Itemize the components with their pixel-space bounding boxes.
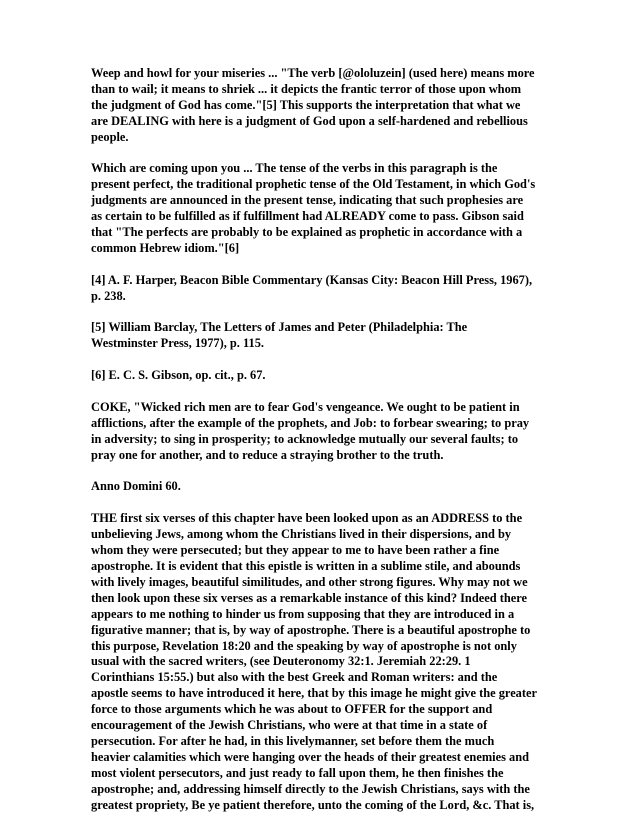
text-line: in adversity; to sing in prosperity; to acknowledge mutually our several faults; to — [91, 431, 519, 446]
text-line: present perfect, the traditional prophetic tense of the Old Testament, in which God's — [91, 177, 536, 192]
paragraph-which-are-coming — [91, 161, 551, 256]
text-line: greatest propriety, Be ye patient therefore, unto the coming of the Lord, &c. That is, — [91, 797, 535, 812]
text-line: this purpose, Revelation 18:20 and the speaking by way of apostrophe is not only — [91, 638, 517, 653]
text-line: common Hebrew idiom."[6] — [91, 240, 240, 255]
document-page — [91, 66, 551, 813]
text-line: judgments are announced in the present tense, indicating that such prophesies are — [91, 193, 524, 208]
text-line: whom they were persecuted; but they appear to me to have been rather a fine — [91, 543, 500, 558]
text-line: as certain to be fulfilled as if fulfillment had ALREADY come to pass. Gibson said — [91, 209, 524, 224]
text-line: THE first six verses of this chapter have been looked upon as an ADDRESS to the — [91, 511, 523, 526]
text-line: pray one for another, and to reduce a straying brother to the truth. — [91, 447, 444, 462]
text-line: apostrophe. It is evident that this epistle is written in a sublime stile, and abounds — [91, 558, 521, 573]
text-line: heavier calamities which were hanging over the heads of their greatest enemies and — [91, 749, 529, 764]
paragraph-anno-domini — [91, 479, 551, 495]
paragraph-weep-and-howl — [91, 66, 551, 146]
text-line: persecution. For after he had, in this livelymanner, set before them the much — [91, 733, 495, 748]
text-line: COKE, "Wicked rich men are to fear God's vengeance. We ought to be patient in — [91, 399, 520, 414]
text-line: Weep and howl for your miseries ... "The verb [@ololuzein] (used here) means more — [91, 66, 535, 80]
text-line: then look upon these six verses as a remarkable instance of this kind? Indeed there — [91, 590, 527, 605]
footnote-6 — [91, 368, 551, 384]
text-line: [5] William Barclay, The Letters of James and Peter (Philadelphia: The — [91, 320, 468, 335]
text-line: Which are coming upon you ... The tense of the verbs in this paragraph is the — [91, 161, 498, 176]
text-line: usual with the sacred writers, (see Deuteronomy 32:1. Jeremiah 22:29. 1 — [91, 654, 471, 669]
text-line: force to those arguments which he was about to OFFER for the support and — [91, 702, 493, 717]
text-line: apostrophe; and, addressing himself directly to the Jewish Christians, says with the — [91, 781, 530, 796]
text-line: unbelieving Jews, among whom the Christians lived in their dispersions, and by — [91, 527, 512, 542]
text-line: Corinthians 15:55.) but also with the best Greek and Roman writers: and the — [91, 670, 498, 685]
text-line: figurative manner; that is, by way of apostrophe. There is a beautiful apostrophe to — [91, 622, 531, 637]
text-line: people. — [91, 129, 129, 144]
text-line: than to wail; it means to shriek ... it depicts the frantic terror of those upon whom — [91, 81, 522, 96]
text-line: [4] A. F. Harper, Beacon Bible Commentary (Kansas City: Beacon Hill Press, 1967), — [91, 272, 533, 287]
footnote-4 — [91, 273, 551, 305]
footnote-5 — [91, 320, 551, 352]
text-line: are DEALING with here is a judgment of God upon a self-hardened and rebellious — [91, 113, 528, 128]
paragraph-coke — [91, 400, 551, 464]
text-line: p. 238. — [91, 288, 126, 303]
text-line: apostle seems to have introduced it here, that by this image he might give the greater — [91, 686, 538, 701]
text-line: [6] E. C. S. Gibson, op. cit., p. 67. — [91, 368, 266, 383]
text-line: Anno Domini 60. — [91, 479, 181, 494]
text-line: that "The perfects are probably to be explained as prophetic in accordance with a — [91, 225, 523, 240]
text-line: most violent persecutors, and just ready to fall upon them, he then finishes the — [91, 765, 504, 780]
paragraph-first-six-verses — [91, 511, 551, 813]
text-line: the judgment of God has come."[5] This supports the interpretation that what we — [91, 97, 521, 112]
text-line: encouragement of the Jewish Christians, who were at that time in a state of — [91, 718, 488, 733]
text-line: afflictions, after the example of the prophets, and Job: to forbear swearing; to pray — [91, 415, 530, 430]
text-line: Westminster Press, 1977), p. 115. — [91, 336, 265, 351]
text-line: appears to me nothing to hinder us from supposing that they are introduced in a — [91, 606, 515, 621]
text-line: with lively images, beautiful similitudes, and other strong figures. Why may not we — [91, 574, 528, 589]
